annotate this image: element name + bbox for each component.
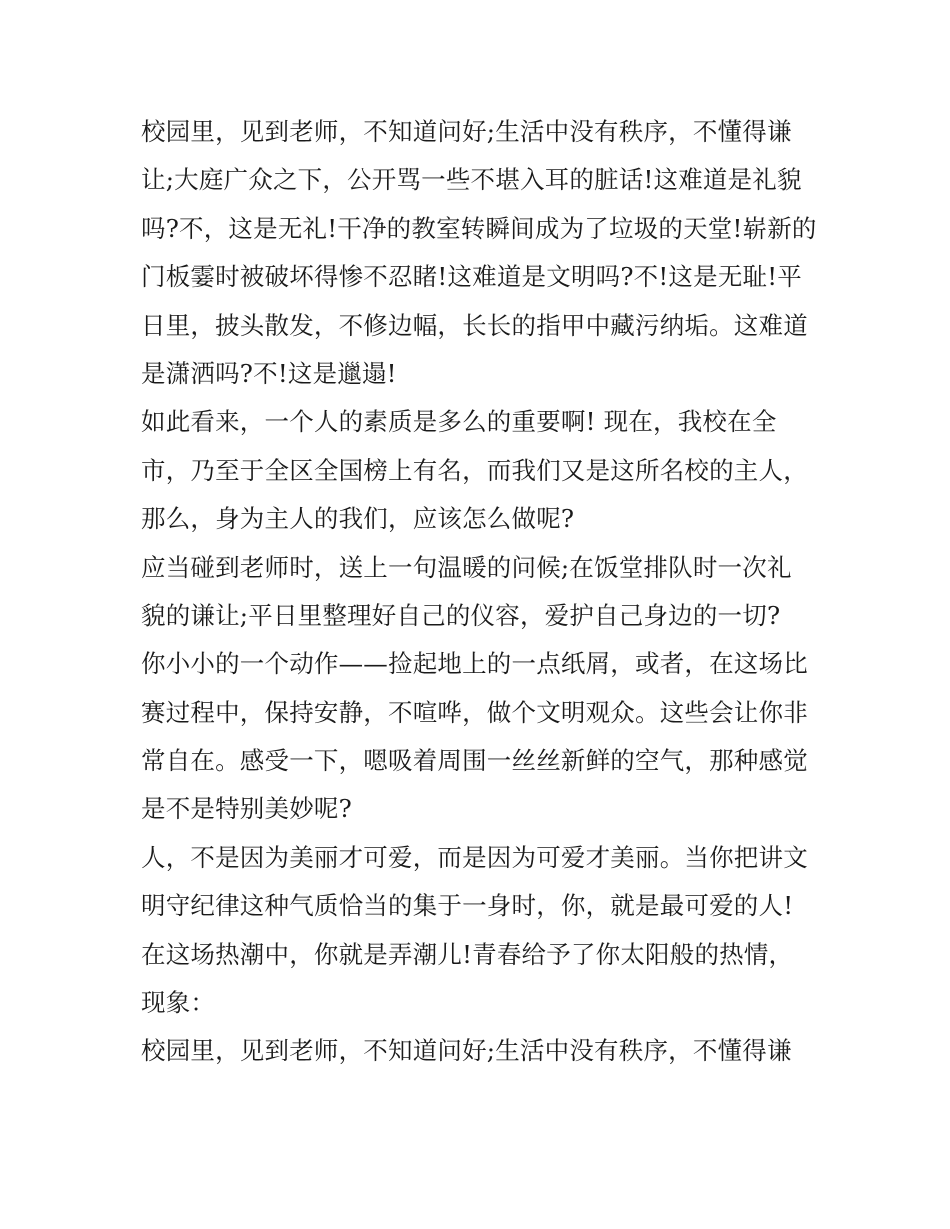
text-line: 现象： xyxy=(141,988,216,1018)
text-line: 是潇洒吗?不!这是邋遢! xyxy=(141,358,397,388)
text-line: 门板霎时被破坏得惨不忍睹!这难道是文明吗?不!这是无耻!平 xyxy=(141,262,802,292)
text-line: 日里，披头散发，不修边幅，长长的指甲中藏污纳垢。这难道 xyxy=(141,310,808,340)
text-line: 你小小的一个动作——捡起地上的一点纸屑，或者，在这场比 xyxy=(141,649,808,679)
text-line: 市，乃至于全区全国榜上有名，而我们又是这所名校的主人， xyxy=(141,455,808,485)
text-line: 在这场热潮中，你就是弄潮儿!青春给予了你太阳般的热情， xyxy=(141,939,794,969)
text-line: 如此看来，一个人的素质是多么的重要啊! 现在，我校在全 xyxy=(141,407,777,437)
text-line: 貌的谦让;平日里整理好自己的仪容，爱护自己身边的一切? xyxy=(141,600,781,630)
text-line: 校园里，见到老师，不知道问好;生活中没有秩序，不懂得谦 xyxy=(141,1036,792,1066)
document-body xyxy=(141,108,821,1076)
text-line: 应当碰到老师时，送上一句温暖的问候;在饭堂排队时一次礼 xyxy=(141,552,792,582)
text-line: 吗?不，这是无礼!干净的教室转瞬间成为了垃圾的天堂!崭新的 xyxy=(141,213,817,243)
text-line: 让;大庭广众之下，公开骂一些不堪入耳的脏话!这难道是礼貌 xyxy=(141,165,802,195)
text-line: 是不是特别美妙呢? xyxy=(141,794,352,824)
text-line: 赛过程中，保持安静，不喧哗，做个文明观众。这些会让你非 xyxy=(141,697,808,727)
text-line: 那么，身为主人的我们，应该怎么做呢? xyxy=(141,504,575,534)
text-line: 明守纪律这种气质恰当的集于一身时，你，就是最可爱的人! xyxy=(141,891,794,921)
text-line: 常自在。感受一下，嗯吸着周围一丝丝新鲜的空气，那种感觉 xyxy=(141,746,808,776)
text-line: 校园里，见到老师，不知道问好;生活中没有秩序，不懂得谦 xyxy=(141,117,792,146)
text-line: 人，不是因为美丽才可爱，而是因为可爱才美丽。当你把讲文 xyxy=(141,842,808,872)
